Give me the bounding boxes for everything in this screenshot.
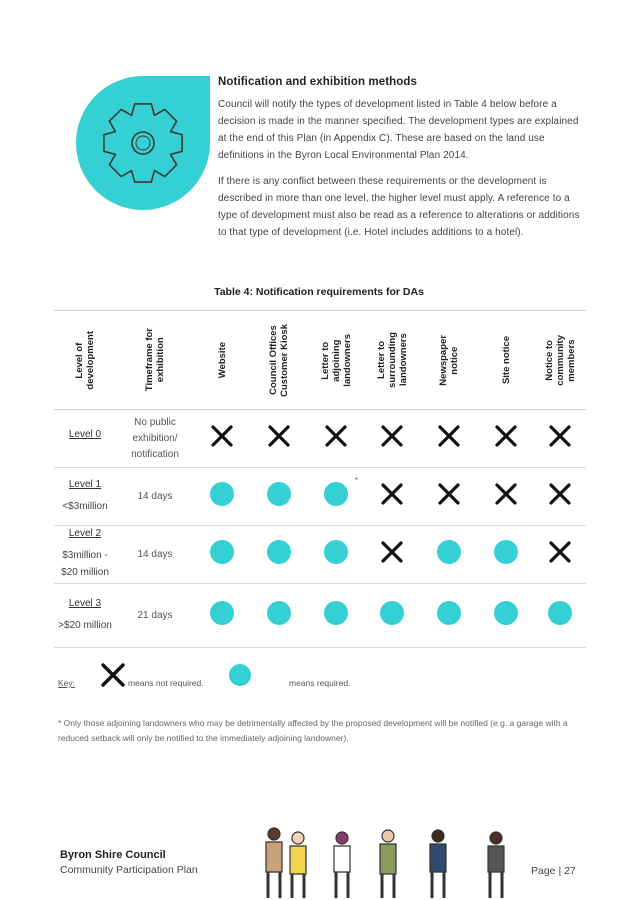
column-header-label: Site notice	[500, 335, 512, 385]
level-cell	[54, 410, 116, 468]
requirement-cell	[308, 468, 364, 526]
dot-icon	[229, 664, 251, 686]
required-dot-icon	[494, 540, 518, 564]
not-required-cross-icon	[381, 425, 403, 447]
not-required-cross-icon	[549, 483, 571, 505]
key-required: means required.	[289, 678, 351, 688]
required-dot-icon	[380, 601, 404, 625]
requirement-cell	[478, 468, 534, 526]
requirement-cell	[420, 584, 478, 648]
not-required-cross-icon	[438, 425, 460, 447]
required-dot-icon	[210, 601, 234, 625]
requirement-cell	[420, 526, 478, 584]
required-dot-icon	[267, 601, 291, 625]
requirement-cell	[364, 526, 420, 584]
requirement-cell	[534, 526, 586, 584]
level-name: Level 1	[68, 478, 102, 490]
requirement-cell	[194, 526, 250, 584]
requirement-cell	[194, 468, 250, 526]
requirement-cell	[250, 468, 308, 526]
required-dot-icon	[324, 601, 348, 625]
not-required-cross-icon	[438, 483, 460, 505]
requirement-cell	[250, 584, 308, 648]
not-required-cross-icon	[549, 425, 571, 447]
requirement-cell	[250, 410, 308, 468]
column-header-label: Council Offices Customer Kiosk	[268, 323, 290, 397]
requirement-cell	[364, 468, 420, 526]
column-header	[478, 311, 534, 410]
table-caption: Table 4: Notification requirements for DAs	[214, 286, 424, 298]
level-name: Level 2	[68, 528, 102, 539]
not-required-cross-icon	[381, 483, 403, 505]
intro-section	[218, 76, 588, 250]
column-header	[364, 311, 420, 410]
table-row	[54, 468, 586, 526]
column-header	[534, 311, 586, 410]
page-number: Page | 27	[531, 865, 576, 877]
footer-document-title: Community Participation Plan	[60, 864, 198, 876]
level-name: Level 3	[68, 597, 102, 609]
column-header-label: Timeframe for exhibition	[144, 328, 166, 392]
required-dot-icon	[210, 540, 234, 564]
key-label: Key:	[58, 678, 76, 688]
requirement-cell	[478, 526, 534, 584]
asterisk-marker: *	[354, 476, 358, 485]
requirement-cell	[250, 526, 308, 584]
timeframe-cell: 14 days	[116, 526, 194, 584]
requirement-cell	[308, 526, 364, 584]
requirement-cell	[194, 410, 250, 468]
table-row	[54, 410, 586, 468]
column-header-label: Notice to community members	[543, 334, 577, 386]
column-header-label: Letter to adjoining landowners	[319, 333, 353, 387]
not-required-cross-icon	[211, 425, 233, 447]
column-header	[308, 311, 364, 410]
footer-organisation: Byron Shire Council	[60, 849, 166, 861]
required-dot-icon	[494, 601, 518, 625]
required-dot-icon	[324, 482, 348, 506]
column-header-label: Letter to surrounding landowners	[375, 332, 409, 388]
key-not-required: means not required.	[128, 678, 204, 688]
requirement-cell	[534, 584, 586, 648]
requirement-cell	[534, 468, 586, 526]
not-required-cross-icon	[268, 425, 290, 447]
requirement-cell	[478, 584, 534, 648]
table-row	[54, 526, 586, 584]
table-row	[54, 584, 586, 648]
not-required-cross-icon	[325, 425, 347, 447]
requirement-cell	[194, 584, 250, 648]
column-header-label: Level of development	[74, 330, 96, 390]
column-header	[250, 311, 308, 410]
not-required-cross-icon	[549, 541, 571, 563]
required-dot-icon	[548, 601, 572, 625]
requirement-cell	[308, 584, 364, 648]
requirement-cell	[534, 410, 586, 468]
not-required-cross-icon	[381, 541, 403, 563]
required-dot-icon	[437, 601, 461, 625]
requirement-cell	[364, 584, 420, 648]
notification-table	[54, 310, 586, 648]
section-heading: Notification and exhibition methods	[218, 76, 417, 88]
requirement-cell	[308, 410, 364, 468]
level-amount: >$20 million	[58, 619, 112, 631]
column-header	[54, 311, 116, 410]
cross-icon	[100, 662, 126, 688]
level-name: Level 0	[68, 429, 102, 440]
requirement-cell	[364, 410, 420, 468]
required-dot-icon	[437, 540, 461, 564]
required-dot-icon	[267, 540, 291, 564]
timeframe-cell: No public exhibition/ notification	[116, 410, 194, 468]
level-amount: $3million - $20 million	[61, 550, 109, 578]
level-cell	[54, 584, 116, 648]
gear-icon	[76, 76, 210, 210]
key-legend	[58, 660, 578, 700]
people-illustration	[258, 824, 528, 900]
column-header	[194, 311, 250, 410]
column-header	[420, 311, 478, 410]
level-cell	[54, 526, 116, 584]
level-amount: <$3million	[62, 500, 108, 512]
requirement-cell	[420, 410, 478, 468]
not-required-cross-icon	[495, 483, 517, 505]
column-header-label: Website	[216, 341, 228, 379]
table-header-row	[54, 311, 586, 410]
footnote: * Only those adjoining landowners who may be detrimentally affected by the proposed development will be notified (e.g. a garage with a reduced setback will only be notified to the immediately adjoining landowner).	[58, 718, 568, 743]
intro-paragraph-2: If there is any conflict between these requirements or the development is described in more than one level, the higher level must apply. A reference to a type of development must also be read as a reference to alterations or additions to that type of development (i.e. Hotel includes additions to a hotel).	[218, 176, 580, 238]
required-dot-icon	[210, 482, 234, 506]
requirement-cell	[478, 410, 534, 468]
column-header	[116, 311, 194, 410]
column-header-label: Newspaper notice	[438, 334, 460, 386]
level-cell	[54, 468, 116, 526]
requirement-cell	[420, 468, 478, 526]
timeframe-cell: 21 days	[116, 584, 194, 648]
timeframe-cell: 14 days	[116, 468, 194, 526]
required-dot-icon	[267, 482, 291, 506]
intro-paragraph-1: Council will notify the types of development listed in Table 4 below before a decision is made in the manner specified. The development types are explained at the end of this Plan (in Appendix C). These are based on the land use definitions in the Byron Local Environmental Plan 2014.	[218, 99, 579, 161]
required-dot-icon	[324, 540, 348, 564]
not-required-cross-icon	[495, 425, 517, 447]
